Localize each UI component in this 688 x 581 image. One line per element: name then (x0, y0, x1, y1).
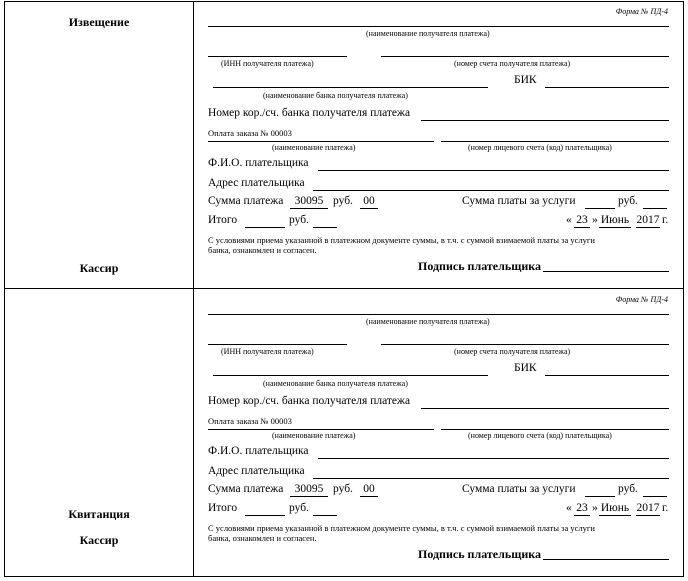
recipient-name-line[interactable] (208, 26, 669, 27)
date-month-line[interactable] (599, 227, 631, 228)
inn-line[interactable] (208, 56, 347, 57)
service-fee-rub-label: руб. (618, 483, 638, 495)
personal-account-caption: (номер лицевого счета (код) плательщика) (468, 431, 612, 440)
year-suffix: г. (662, 502, 669, 514)
payer-address-line[interactable] (313, 190, 669, 191)
rub-label: руб. (333, 195, 353, 207)
receipt-section (0, 288, 688, 576)
rub-label: руб. (333, 483, 353, 495)
payer-name-label: Ф.И.О. плательщика (208, 157, 309, 169)
notice-section (0, 0, 688, 288)
payment-name-line[interactable] (208, 141, 434, 142)
bank-name-caption: (наименование банка получателя платежа) (263, 91, 408, 100)
corr-account-line[interactable] (421, 120, 669, 121)
service-fee-label: Сумма платы за услуги (462, 483, 576, 495)
payment-sum-rub: 30095 (294, 483, 324, 495)
service-fee-label: Сумма платы за услуги (462, 195, 576, 207)
account-caption: (номер счета получателя платежа) (454, 59, 571, 68)
total-label: Итого (208, 502, 238, 514)
payment-sum-rub-line[interactable] (290, 208, 328, 209)
date-day: 23 (576, 214, 588, 226)
payer-name-label: Ф.И.О. плательщика (208, 445, 309, 457)
signature-line[interactable] (543, 559, 669, 560)
total-label: Итого (208, 214, 238, 226)
signature-line[interactable] (543, 271, 669, 272)
terms-line-2: банка, ознакомлен и согласен. (208, 245, 317, 255)
date-month: Июнь (600, 502, 630, 514)
payer-name-line[interactable] (318, 458, 669, 459)
payment-name-value: Оплата заказа № 00003 (208, 416, 292, 426)
date-quote-close: » (592, 502, 598, 514)
signature-label: Подпись плательщика (418, 259, 541, 273)
terms-line-2: банка, ознакомлен и согласен. (208, 533, 317, 543)
payment-sum-rub: 30095 (294, 195, 324, 207)
service-fee-rub-line[interactable] (585, 208, 615, 209)
corr-account-label: Номер кор./сч. банка получателя платежа (208, 395, 411, 407)
payment-sum-label: Сумма платежа (208, 483, 284, 495)
corr-account-line[interactable] (421, 408, 669, 409)
year-suffix: г. (662, 214, 669, 226)
payment-sum-label: Сумма платежа (208, 195, 284, 207)
payment-name-caption: (наименование платежа) (272, 143, 356, 152)
date-month: Июнь (600, 214, 630, 226)
account-line[interactable] (381, 344, 669, 345)
payment-sum-kop: 00 (363, 195, 375, 207)
account-caption: (номер счета получателя платежа) (454, 347, 571, 356)
payer-name-line[interactable] (318, 170, 669, 171)
date-year: 2017 (636, 214, 660, 226)
date-quote-open: « (566, 214, 572, 226)
date-month-line[interactable] (599, 515, 631, 516)
payment-name-line[interactable] (208, 429, 434, 430)
personal-account-line[interactable] (441, 141, 669, 142)
total-rub-line[interactable] (245, 515, 285, 516)
bank-name-line[interactable] (213, 375, 488, 376)
service-fee-kop-line[interactable] (643, 496, 667, 497)
service-fee-rub-line[interactable] (585, 496, 615, 497)
cashier-label: Кассир (79, 261, 119, 275)
date-day-line[interactable] (574, 227, 590, 228)
service-fee-kop-line[interactable] (643, 208, 667, 209)
date-quote-close: » (592, 214, 598, 226)
personal-account-caption: (номер лицевого счета (код) плательщика) (468, 143, 612, 152)
inn-caption: (ИНН получателя платежа) (221, 59, 314, 68)
terms-line-1: С условиями приема указанной в платежном документе суммы, в т.ч. с суммой взимаемой платы за услуги (208, 523, 595, 533)
payment-name-value: Оплата заказа № 00003 (208, 128, 292, 138)
payer-address-line[interactable] (313, 478, 669, 479)
total-rub-line[interactable] (245, 227, 285, 228)
total-rub-label: руб. (289, 214, 309, 226)
date-day: 23 (576, 502, 588, 514)
bik-label: БИК (514, 362, 537, 374)
date-year-line[interactable] (636, 227, 660, 228)
payment-sum-kop-line[interactable] (360, 208, 378, 209)
recipient-name-caption: (наименование получателя платежа) (366, 317, 490, 326)
payment-sum-rub-line[interactable] (290, 496, 328, 497)
bik-line[interactable] (545, 375, 669, 376)
terms-line-1: С условиями приема указанной в платежном документе суммы, в т.ч. с суммой взимаемой платы за услуги (208, 235, 595, 245)
corr-account-label: Номер кор./сч. банка получателя платежа (208, 107, 411, 119)
bank-name-caption: (наименование банка получателя платежа) (263, 379, 408, 388)
total-kop-line[interactable] (313, 515, 337, 516)
service-fee-rub-label: руб. (618, 195, 638, 207)
total-rub-label: руб. (289, 502, 309, 514)
bik-label: БИК (514, 74, 537, 86)
date-year: 2017 (636, 502, 660, 514)
payment-name-caption: (наименование платежа) (272, 431, 356, 440)
signature-label: Подпись плательщика (418, 547, 541, 561)
payment-sum-kop: 00 (363, 483, 375, 495)
date-quote-open: « (566, 502, 572, 514)
inn-caption: (ИНН получателя платежа) (221, 347, 314, 356)
inn-line[interactable] (208, 344, 347, 345)
date-year-line[interactable] (636, 515, 660, 516)
form-number: Форма № ПД-4 (615, 295, 668, 304)
date-day-line[interactable] (574, 515, 590, 516)
bik-line[interactable] (545, 87, 669, 88)
cashier-label: Кассир (79, 533, 119, 547)
payer-address-label: Адрес плательщика (208, 465, 305, 477)
notice-title: Извещение (68, 15, 130, 29)
receipt-title: Квитанция (68, 507, 130, 521)
personal-account-line[interactable] (441, 429, 669, 430)
payer-address-label: Адрес плательщика (208, 177, 305, 189)
bank-name-line[interactable] (213, 87, 488, 88)
total-kop-line[interactable] (313, 227, 337, 228)
form-number: Форма № ПД-4 (615, 7, 668, 16)
recipient-name-line[interactable] (208, 314, 669, 315)
recipient-name-caption: (наименование получателя платежа) (366, 29, 490, 38)
payment-sum-kop-line[interactable] (360, 496, 378, 497)
account-line[interactable] (381, 56, 669, 57)
